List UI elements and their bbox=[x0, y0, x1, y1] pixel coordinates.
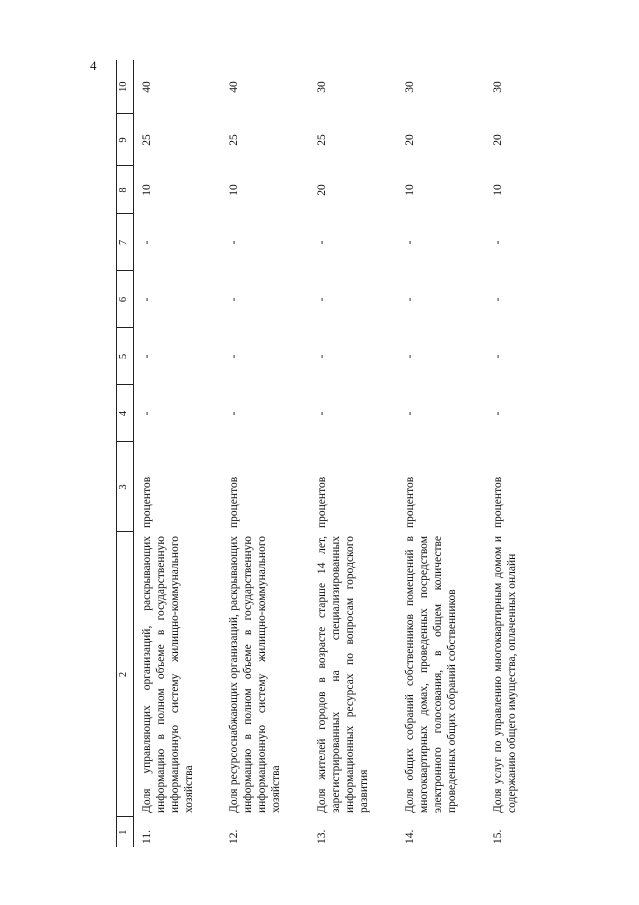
value-cell: - bbox=[316, 354, 329, 359]
value-cell: 20 bbox=[492, 134, 505, 146]
value-cell: - bbox=[228, 354, 241, 359]
row-number: 13. bbox=[316, 829, 329, 844]
header-cell: 1 bbox=[117, 817, 134, 847]
value-cell: 30 bbox=[492, 81, 505, 93]
header-cell: 2 bbox=[117, 532, 134, 817]
value-cell: 10 bbox=[404, 184, 417, 196]
value-cell: 40 bbox=[228, 81, 241, 93]
header-cell: 6 bbox=[117, 271, 134, 328]
page-number: 4 bbox=[90, 58, 97, 73]
value-cell: 30 bbox=[316, 81, 329, 93]
value-cell: 25 bbox=[228, 134, 241, 146]
value-cell: - bbox=[404, 354, 417, 359]
unit: процентов bbox=[492, 476, 505, 528]
indicator-name: Доля жителей городов в возрасте старше 14 лет, зарегистрированных на специализированных информационных ресурсах по вопросам городского развития bbox=[316, 536, 371, 813]
value-cell: - bbox=[404, 297, 417, 302]
value-cell: - bbox=[492, 297, 505, 302]
value-cell: 30 bbox=[404, 81, 417, 93]
value-cell: - bbox=[140, 240, 153, 245]
value-cell: 40 bbox=[140, 81, 153, 93]
value-cell: - bbox=[316, 411, 329, 416]
row-number: 11. bbox=[140, 830, 153, 844]
table-row bbox=[485, 60, 573, 847]
row-number: 14. bbox=[404, 829, 417, 844]
header-cell: 8 bbox=[117, 166, 134, 214]
value-cell: 20 bbox=[316, 184, 329, 196]
value-cell: 25 bbox=[140, 134, 153, 146]
header-cell: 9 bbox=[117, 114, 134, 166]
value-cell: - bbox=[492, 240, 505, 245]
table-row bbox=[221, 60, 309, 847]
value-cell: - bbox=[492, 411, 505, 416]
unit: процентов bbox=[404, 476, 417, 528]
value-cell: - bbox=[140, 354, 153, 359]
unit: процентов bbox=[228, 476, 241, 528]
value-cell: - bbox=[404, 240, 417, 245]
indicators-table bbox=[116, 60, 573, 847]
value-cell: - bbox=[140, 411, 153, 416]
row-number: 15. bbox=[492, 829, 505, 844]
value-cell: - bbox=[228, 240, 241, 245]
value-cell: 10 bbox=[140, 184, 153, 196]
indicator-name: Доля услуг по управлению многоквартирным домом и содержанию общего имущества, оплаченных онлайн bbox=[492, 536, 519, 813]
header-cell: 10 bbox=[117, 60, 134, 114]
value-cell: - bbox=[316, 240, 329, 245]
value-cell: - bbox=[492, 354, 505, 359]
header-cell: 4 bbox=[117, 385, 134, 442]
header-cell: 5 bbox=[117, 328, 134, 385]
indicator-name: Доля ресурсоснабжающих организаций, раскрывающих информацию в полном объеме в государственную информационную систему жилищно-коммунального хозяйства bbox=[228, 536, 283, 813]
unit: процентов bbox=[316, 476, 329, 528]
unit: процентов bbox=[140, 476, 153, 528]
row-number: 12. bbox=[228, 829, 241, 844]
header-row bbox=[117, 60, 134, 847]
value-cell: 10 bbox=[492, 184, 505, 196]
value-cell: 25 bbox=[316, 134, 329, 146]
value-cell: 10 bbox=[228, 184, 241, 196]
value-cell: - bbox=[316, 297, 329, 302]
value-cell: - bbox=[404, 411, 417, 416]
value-cell: - bbox=[228, 411, 241, 416]
indicator-name: Доля общих собраний собственников помещений в многоквартирных домах, проведенных посредством электронного голосования, в общем количестве проведенных общих собраний собственников bbox=[404, 536, 459, 813]
value-cell: - bbox=[228, 297, 241, 302]
header-cell: 3 bbox=[117, 442, 134, 532]
indicator-name: Доля управляющих организаций, раскрывающих информацию в полном объеме в государственную информационную систему жилищно-коммунального хозяйства bbox=[140, 536, 195, 813]
table-row bbox=[133, 60, 221, 847]
value-cell: 20 bbox=[404, 134, 417, 146]
table-row bbox=[309, 60, 397, 847]
header-cell: 7 bbox=[117, 214, 134, 271]
value-cell: - bbox=[140, 297, 153, 302]
table-row bbox=[397, 60, 485, 847]
rotated-table-container bbox=[116, 60, 563, 847]
